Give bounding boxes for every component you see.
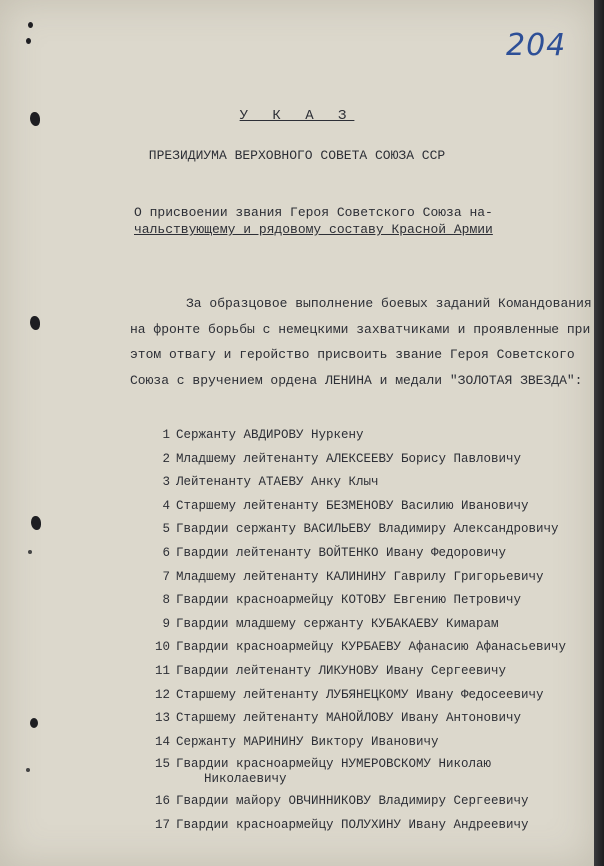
awardee-text: Гвардии красноармейцу НУМЕРОВСКОМУ Николаю (176, 757, 492, 772)
awardee-text: Гвардии лейтенанту ВОЙТЕНКО Ивану Федоровичу (176, 545, 507, 560)
item-number: 5 (162, 522, 170, 537)
item-number: 9 (162, 616, 170, 631)
punch-hole (30, 718, 38, 728)
item-number: 14 (154, 734, 170, 749)
list-item (140, 589, 566, 613)
item-number: 11 (154, 663, 170, 678)
awardee-list (140, 424, 566, 838)
awardee-text: Младшему лейтенанту АЛЕКСЕЕВУ Борису Павловичу (176, 451, 522, 466)
list-item (140, 731, 566, 755)
paper-mark (26, 768, 30, 772)
awardee-text: Старшему лейтенанту МАНОЙЛОВУ Ивану Антоновичу (176, 711, 522, 726)
decree-issuer: ПРЕЗИДИУМА ВЕРХОВНОГО СОВЕТА СОЮЗА ССР (148, 148, 446, 163)
item-number: 2 (162, 451, 170, 466)
item-number: 16 (154, 794, 170, 809)
scan-edge (594, 0, 604, 866)
awardee-text: Гвардии красноармейцу КУРБАЕВУ Афанасию Афанасьевичу (176, 640, 567, 655)
awardee-text: Гвардии майору ОВЧИННИКОВУ Владимиру Сергеевичу (176, 794, 529, 809)
item-number: 15 (154, 757, 170, 772)
item-number: 10 (154, 640, 170, 655)
awardee-text: Старшему лейтенанту БЕЗМЕНОВУ Василию Ивановичу (176, 498, 529, 513)
list-item (140, 448, 566, 472)
punch-hole (30, 316, 40, 330)
preamble-line: Союза с вручением ордена ЛЕНИНА и медали "ЗОЛОТАЯ ЗВЕЗДА": (130, 372, 583, 388)
item-number: 17 (154, 817, 170, 832)
preamble-line: на фронте борьбы с немецкими захватчиками и проявленные при (130, 321, 591, 337)
awardee-text: Гвардии красноармейцу ПОЛУХИНУ Ивану Андреевичу (176, 817, 529, 832)
list-item (140, 754, 566, 790)
list-item (140, 495, 566, 519)
punch-hole (26, 38, 31, 44)
item-number: 6 (162, 545, 170, 560)
list-item (140, 790, 566, 814)
list-item (140, 518, 566, 542)
item-number: 7 (162, 569, 170, 584)
item-number: 8 (162, 593, 170, 608)
subject-line: чальствующему и рядовому составу Красной Армии (134, 222, 493, 237)
item-number: 3 (162, 475, 170, 490)
preamble-line: За образцовое выполнение боевых заданий Командования (186, 296, 592, 311)
awardee-text: Гвардии младшему сержанту КУБАКАЕВУ Кимарам (176, 616, 499, 631)
awardee-text: Старшему лейтенанту ЛУБЯНЕЦКОМУ Ивану Федосеевичу (176, 687, 544, 702)
awardee-text: Сержанту АВДИРОВУ Нуркену (176, 428, 364, 442)
item-number: 1 (162, 428, 170, 442)
awardee-text: Гвардии лейтенанту ЛИКУНОВУ Ивану Сергеевичу (176, 663, 507, 678)
list-item (140, 424, 566, 448)
decree-subject (134, 204, 493, 238)
list-item (140, 707, 566, 731)
list-item (140, 542, 566, 566)
paper-mark (28, 550, 32, 554)
list-item (140, 814, 566, 838)
list-item (140, 660, 566, 684)
punch-hole (31, 516, 41, 530)
awardee-text-continued: Николаевичу (204, 772, 287, 787)
subject-line: О присвоении звания Героя Советского Союза на- (134, 205, 493, 220)
punch-hole (28, 22, 33, 28)
archive-page-number: 204 (506, 28, 567, 63)
awardee-text: Сержанту МАРИНИНУ Виктору Ивановичу (176, 734, 439, 749)
awardee-text: Младшему лейтенанту КАЛИНИНУ Гаврилу Григорьевичу (176, 569, 544, 584)
list-item (140, 471, 566, 495)
list-item (140, 684, 566, 708)
decree-preamble (130, 291, 592, 393)
preamble-line: этом отвагу и геройство присвоить звание Героя Советского (130, 347, 575, 362)
list-item (140, 613, 566, 637)
list-item (140, 636, 566, 660)
list-item (140, 566, 566, 590)
awardee-text: Гвардии сержанту ВАСИЛЬЕВУ Владимиру Александровичу (176, 522, 559, 537)
item-number: 12 (154, 687, 170, 702)
awardee-text: Гвардии красноармейцу КОТОВУ Евгению Петровичу (176, 593, 522, 608)
decree-title: У К А З (239, 108, 355, 124)
item-number: 4 (162, 498, 170, 513)
awardee-text: Лейтенанту АТАЕВУ Анку Клыч (176, 475, 379, 490)
item-number: 13 (154, 711, 170, 726)
